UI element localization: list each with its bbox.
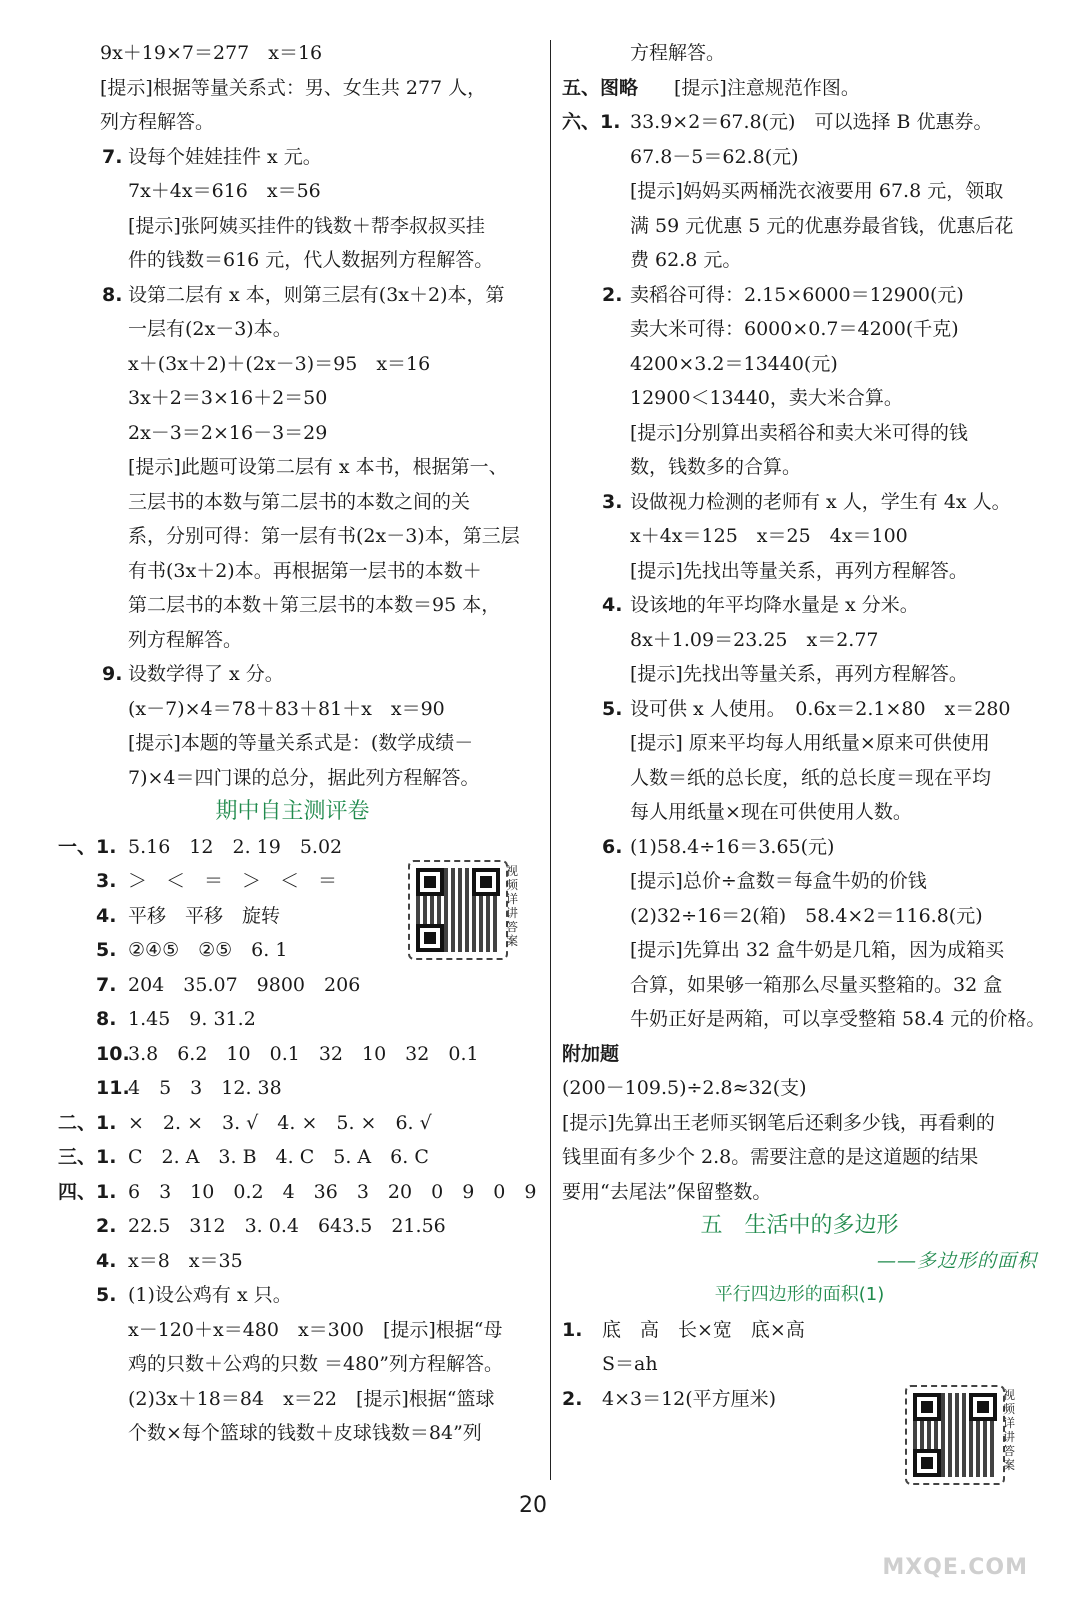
line-text: 4200×3.2＝13440(元) [630, 352, 838, 375]
page-number: 20 [519, 1493, 547, 1518]
answer-line [40, 140, 545, 175]
line-text: 卖大米可得：6000×0.7＝4200(千克) [630, 318, 959, 340]
answer-line [562, 1037, 1037, 1072]
line-text: x－120＋x＝480 x＝300 [提示]根据“母 [128, 1318, 503, 1341]
line-text: [提示]分别算出卖稻谷和卖大米可得的钱 [630, 421, 968, 444]
line-text: 期中自主测评卷 [215, 799, 370, 824]
line-text: 67.8－5＝62.8(元) [630, 145, 799, 168]
qr-finder [969, 1393, 997, 1421]
line-text: 牛奶正好是两箱，可以享受整箱 58.4 元的价格。 [630, 1008, 1046, 1030]
qr-finder [913, 1449, 941, 1477]
answer-line [40, 1209, 545, 1244]
item-number: 8. [96, 1008, 117, 1030]
answer-line [40, 1382, 545, 1417]
answer-line [40, 1002, 545, 1037]
line-text: 平移 平移 旋转 [128, 904, 281, 927]
line-text: 33.9×2＝67.8(元) 可以选择 B 优惠券。 [630, 111, 993, 133]
line-text: [提示]先算出王老师买钢笔后还剩多少钱，再看剩的 [562, 1111, 995, 1134]
line-text: 列方程解答。 [128, 628, 243, 651]
line-text: ——多边形的面积 [876, 1249, 1037, 1272]
line-text: [提示]根据等量关系式：男、女生共 277 人， [100, 76, 487, 99]
line-text: 3.8 6.2 10 0.1 32 10 32 0.1 [128, 1042, 479, 1065]
line-text: 3x＋2＝3×16＋2＝50 [128, 387, 328, 409]
item-number: 3. [602, 490, 623, 513]
answer-line [40, 1071, 545, 1106]
answer-line [40, 519, 545, 554]
answer-line [562, 1244, 1037, 1279]
answer-line [40, 1416, 545, 1451]
answer-line [40, 209, 545, 244]
line-text: [提示]注意规范作图。 [674, 76, 860, 99]
answer-line [562, 1313, 1037, 1348]
item-number: 2. [96, 1215, 117, 1237]
item-number: 7. [102, 145, 123, 168]
answer-line [562, 209, 1037, 244]
answer-line [562, 278, 1037, 313]
answer-line [562, 36, 1037, 71]
line-text: 6 3 10 0.2 4 36 3 20 0 9 0 9 [128, 1180, 537, 1203]
line-text: 满 59 元优惠 5 元的优惠券最省钱，优惠后花 [630, 214, 1014, 237]
item-number: 10. [96, 1042, 130, 1065]
line-text: [提示]本题的等量关系式是：(数学成绩－ [128, 732, 474, 754]
line-text: 个数×每个篮球的钱数＋皮球钱数＝84”列 [128, 1422, 482, 1444]
answer-line [40, 174, 545, 209]
line-text: ②④⑤ ②⑤ 6. 1 [128, 939, 288, 961]
answer-line [40, 1347, 545, 1382]
answer-line [40, 588, 545, 623]
column-divider [550, 40, 551, 1480]
line-text: 每人用纸量×现在可供使用人数。 [630, 801, 912, 823]
line-text: 设每个娃娃挂件 x 元。 [128, 145, 322, 168]
answer-line [562, 657, 1037, 692]
watermark-text: MXQE.COM [882, 1555, 1028, 1580]
answer-line [562, 347, 1037, 382]
item-number: 三、1. [58, 1146, 117, 1168]
line-text: 设可供 x 人使用。 0.6x＝2.1×80 x＝280 [630, 697, 1011, 720]
answer-line [40, 1175, 545, 1210]
line-text: 平行四边形的面积(1) [714, 1284, 885, 1305]
answer-line [562, 243, 1037, 278]
item-number: 6. [602, 835, 623, 858]
answer-line [562, 1106, 1037, 1141]
line-text: (200－109.5)÷2.8≈32(支) [562, 1077, 807, 1099]
line-text: 4×3＝12(平方厘米) [602, 1387, 777, 1410]
item-number: 3. [96, 870, 117, 892]
line-text: [提示]此题可设第二层有 x 本书，根据第一、 [128, 456, 508, 478]
qr-finder [416, 924, 444, 952]
line-text: 钱里面有多少个 2.8。需要注意的是这道题的结果 [562, 1146, 979, 1168]
line-text: x＋4x＝125 x＝25 4x＝100 [630, 525, 908, 547]
line-text: 要用“去尾法”保留整数。 [562, 1180, 772, 1203]
answer-line [562, 830, 1037, 865]
line-text: (x－7)×4＝78＋83＋81＋x x＝90 [128, 697, 445, 720]
line-text: × 2. × 3. √ 4. × 5. × 6. √ [128, 1111, 432, 1134]
line-text: 鸡的只数＋公鸡的只数 ＝480”列方程解答。 [128, 1353, 504, 1375]
line-text: 附加题 [562, 1042, 620, 1065]
item-number: 5. [602, 697, 623, 720]
answer-line [562, 1071, 1037, 1106]
line-text: 设数学得了 x 分。 [128, 663, 284, 685]
line-text: (1)设公鸡有 x 只。 [128, 1284, 292, 1306]
answer-line [562, 105, 1037, 140]
answer-line [40, 761, 545, 796]
answer-line [40, 830, 545, 865]
answer-line [562, 692, 1037, 727]
line-text: [提示]张阿姨买挂件的钱数＋帮李叔叔买挂 [128, 214, 485, 237]
line-text: (1)58.4÷16＝3.65(元) [630, 835, 835, 858]
answer-line [562, 1278, 1037, 1313]
line-text: S＝ah [602, 1353, 658, 1375]
line-text: x＋(3x＋2)＋(2x－3)＝95 x＝16 [128, 352, 431, 375]
answer-line [562, 1140, 1037, 1175]
qr-code-polygon[interactable] [905, 1385, 1005, 1485]
answer-line [40, 554, 545, 589]
item-number: 8. [102, 283, 123, 306]
answer-line [562, 1209, 1037, 1244]
answer-line [562, 140, 1037, 175]
answer-line [562, 71, 1037, 106]
qr-label: 视频详讲答案 [506, 864, 519, 948]
line-text: [提示]先算出 32 盒牛奶是几箱，因为成箱买 [630, 939, 1005, 961]
answer-line [562, 933, 1037, 968]
item-number: 4. [602, 594, 623, 616]
item-number: 5. [96, 1284, 117, 1306]
answer-line [562, 968, 1037, 1003]
answer-line [562, 416, 1037, 451]
line-text: x＝8 x＝35 [128, 1249, 243, 1272]
answer-line [562, 864, 1037, 899]
line-text: [提示]先找出等量关系，再列方程解答。 [630, 663, 968, 685]
answer-line [40, 795, 545, 830]
answer-line [562, 485, 1037, 520]
answer-line [40, 381, 545, 416]
line-text: 卖稻谷可得：2.15×6000＝12900(元) [630, 283, 964, 306]
line-text: 合算，如果够一箱那么尽量买整箱的。32 盒 [630, 973, 1003, 996]
answer-line [562, 312, 1037, 347]
line-text: 底 高 长×宽 底×高 [602, 1318, 805, 1341]
answer-line [562, 899, 1037, 934]
answer-line [40, 1106, 545, 1141]
line-text: 设第二层有 x 本，则第三层有(3x＋2)本，第 [128, 283, 505, 306]
item-number: 二、1. [58, 1111, 117, 1134]
answer-line [562, 588, 1037, 623]
line-text: 1.45 9. 31.2 [128, 1008, 256, 1030]
item-number: 四、1. [58, 1180, 117, 1203]
item-number: 4. [96, 904, 117, 927]
item-number: 五、图略 [562, 76, 639, 99]
answer-line [40, 243, 545, 278]
line-text: 件的钱数＝616 元，代人数据列方程解答。 [128, 249, 494, 271]
item-number: 11. [96, 1077, 130, 1099]
answer-line [40, 278, 545, 313]
line-text: 4 5 3 12. 38 [128, 1077, 282, 1099]
line-text: 三层书的本数与第二层书的本数之间的关 [128, 490, 471, 513]
answer-line [562, 174, 1037, 209]
line-text: [提示] 原来平均每人用纸量×原来可供使用 [630, 732, 990, 754]
item-number: 7. [96, 973, 117, 996]
line-text: [提示]妈妈买两桶洗衣液要用 67.8 元，领取 [630, 180, 1004, 202]
line-text: 人数＝纸的总长度，纸的总长度＝现在平均 [630, 766, 992, 789]
right-column [562, 36, 1046, 1416]
item-number: 1. [562, 1318, 583, 1341]
watermark [870, 1500, 1050, 1590]
answer-line [40, 657, 545, 692]
line-text: 5.16 12 2. 19 5.02 [128, 835, 343, 858]
line-text: 设做视力检测的老师有 x 人，学生有 4x 人。 [630, 490, 1011, 513]
item-number: 一、1. [58, 835, 117, 858]
answer-line [562, 381, 1037, 416]
answer-line [40, 726, 545, 761]
answer-line [40, 1313, 545, 1348]
answer-line [40, 623, 545, 658]
item-number: 9. [102, 663, 123, 685]
answer-line [40, 416, 545, 451]
answer-line [562, 519, 1037, 554]
line-text: 第二层书的本数＋第三层书的本数＝95 本， [128, 594, 501, 616]
line-text: C 2. A 3. B 4. C 5. A 6. C [128, 1146, 429, 1168]
answer-line [562, 554, 1037, 589]
line-text: 数，钱数多的合算。 [630, 456, 802, 478]
qr-finder [913, 1393, 941, 1421]
item-number: 六、1. [562, 111, 621, 133]
answer-line [40, 1278, 545, 1313]
line-text: 方程解答。 [630, 42, 726, 64]
item-number: 5. [96, 939, 117, 961]
line-text: 9x＋19×7＝277 x＝16 [100, 42, 323, 64]
answer-line [562, 1347, 1037, 1382]
qr-finder [472, 868, 500, 896]
line-text: (2)3x＋18＝84 x＝22 [提示]根据“篮球 [128, 1387, 495, 1410]
answer-line [40, 485, 545, 520]
qr-label: 视频详讲答案 [1003, 1388, 1016, 1472]
line-text: 7)×4＝四门课的总分，据此列方程解答。 [128, 766, 480, 789]
item-number: 2. [562, 1387, 583, 1410]
answer-line [562, 1002, 1046, 1037]
line-text: 7x＋4x＝616 x＝56 [128, 180, 321, 202]
line-text: 一层有(2x－3)本。 [128, 318, 292, 340]
line-text: ＞ ＜ ＝ ＞ ＜ ＝ [128, 870, 338, 892]
line-text: 列方程解答。 [100, 111, 215, 133]
qr-code-midterm[interactable] [408, 860, 508, 960]
answer-line [562, 450, 1037, 485]
line-text: 12900＜13440，卖大米合算。 [630, 387, 903, 409]
answer-line [40, 1244, 545, 1279]
answer-line [562, 1175, 1037, 1210]
answer-line [562, 761, 1037, 796]
answer-line [40, 450, 545, 485]
answer-line [40, 105, 545, 140]
answer-line [40, 312, 545, 347]
answer-line [562, 623, 1037, 658]
line-text: 204 35.07 9800 206 [128, 973, 361, 996]
answer-line [40, 968, 545, 1003]
left-column [40, 36, 545, 1451]
line-text: 费 62.8 元。 [630, 249, 742, 271]
line-text: 系，分别可得：第一层有书(2x－3)本，第三层 [128, 525, 520, 547]
answer-line [40, 347, 545, 382]
answer-line [40, 692, 545, 727]
answer-line [40, 36, 545, 71]
line-text: 8x＋1.09＝23.25 x＝2.77 [630, 628, 879, 651]
answer-line [562, 726, 1037, 761]
answer-line [40, 1140, 545, 1175]
line-text: [提示]总价÷盒数＝每盒牛奶的价钱 [630, 870, 927, 892]
answer-line [40, 1037, 545, 1072]
item-number: 4. [96, 1249, 117, 1272]
line-text: 2x－3＝2×16－3＝29 [128, 421, 328, 444]
answer-line [562, 795, 1037, 830]
line-text: 设该地的年平均降水量是 x 分米。 [630, 594, 919, 616]
line-text: 22.5 312 3. 0.4 643.5 21.56 [128, 1215, 446, 1237]
answer-line [40, 71, 545, 106]
line-text: 有书(3x＋2)本。再根据第一层书的本数＋ [128, 559, 482, 582]
line-text: (2)32÷16＝2(箱) 58.4×2＝116.8(元) [630, 904, 983, 927]
item-number: 2. [602, 283, 623, 306]
line-text: 五 生活中的多边形 [700, 1213, 899, 1238]
line-text: [提示]先找出等量关系，再列方程解答。 [630, 559, 968, 582]
qr-finder [416, 868, 444, 896]
